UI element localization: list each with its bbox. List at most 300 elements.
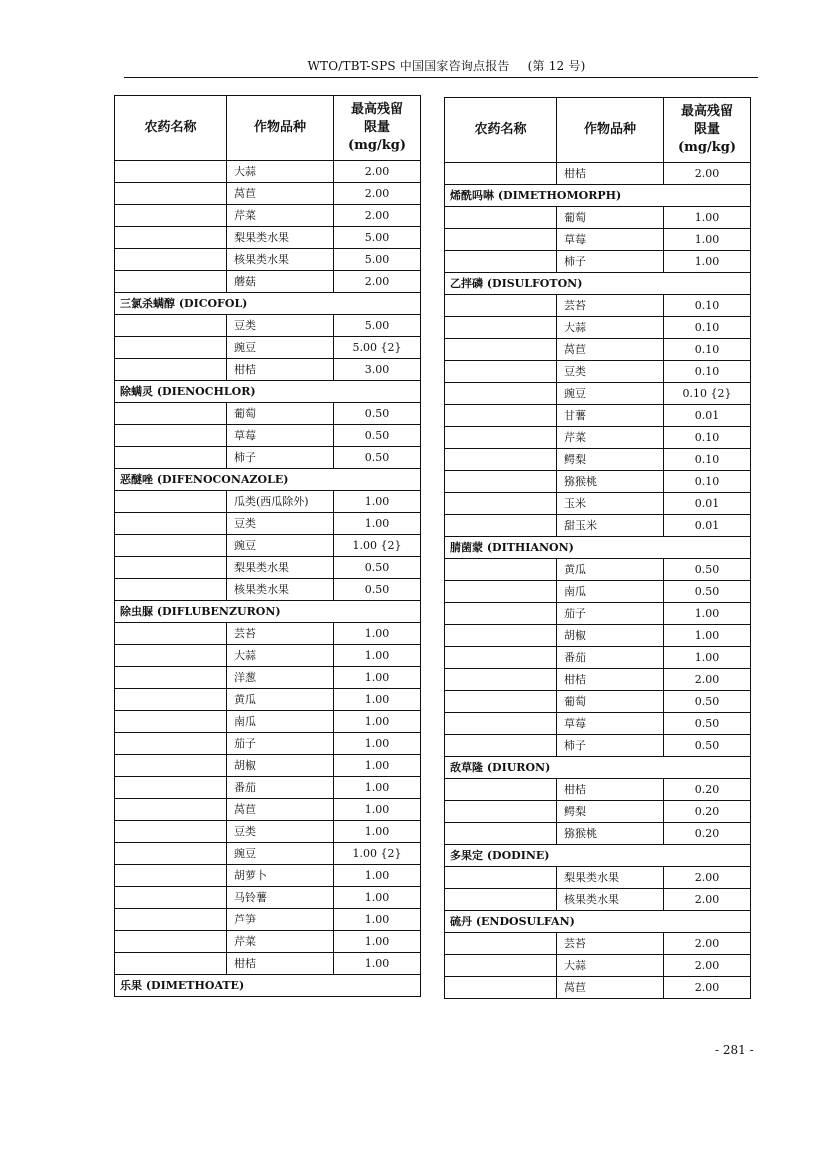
crop-cell: 柑桔 (227, 359, 334, 381)
pesticide-cell (445, 515, 557, 537)
left-table-body (115, 161, 421, 997)
mrl-value-cell: 1.00 (664, 625, 751, 647)
crop-cell: 蘑菇 (227, 271, 334, 293)
pesticide-cell (115, 865, 227, 887)
pesticide-section-row (445, 273, 751, 295)
crop-cell: 草莓 (557, 229, 664, 251)
pesticide-cell (445, 955, 557, 977)
crop-cell: 豌豆 (227, 843, 334, 865)
pesticide-cell (445, 317, 557, 339)
mrl-value-cell: 1.00 (334, 645, 421, 667)
pesticide-cell (115, 359, 227, 381)
table-row (445, 339, 751, 361)
table-row (445, 581, 751, 603)
mrl-value-cell: 5.00 (334, 315, 421, 337)
crop-cell: 豆类 (227, 513, 334, 535)
header-mrl-unit: (mg/kg) (348, 138, 406, 153)
crop-cell: 南瓜 (227, 711, 334, 733)
table-row (445, 669, 751, 691)
table-row (115, 227, 421, 249)
table-row (115, 821, 421, 843)
crop-cell: 瓜类(西瓜除外) (227, 491, 334, 513)
mrl-value-cell: 1.00 (664, 229, 751, 251)
header-crop: 作物品种 (557, 98, 664, 163)
mrl-value-cell: 2.00 (664, 977, 751, 999)
table-row (445, 735, 751, 757)
crop-cell: 葡萄 (557, 691, 664, 713)
pesticide-cell (445, 647, 557, 669)
pesticide-name: 敌草隆 (DIURON) (445, 757, 751, 779)
pesticide-name: 烯酰吗啉 (DIMETHOMORPH) (445, 185, 751, 207)
pesticide-cell (445, 625, 557, 647)
mrl-value-cell: 1.00 (664, 647, 751, 669)
crop-cell: 莴苣 (557, 977, 664, 999)
crop-cell: 大蒜 (227, 161, 334, 183)
crop-cell: 葡萄 (227, 403, 334, 425)
mrl-value-cell: 0.50 (334, 447, 421, 469)
pesticide-section-row (115, 975, 421, 997)
pesticide-cell (445, 295, 557, 317)
mrl-value-cell: 5.00 {2} (334, 337, 421, 359)
mrl-value-cell: 0.20 (664, 823, 751, 845)
table-row (115, 909, 421, 931)
pesticide-section-row (115, 381, 421, 403)
table-row (445, 889, 751, 911)
mrl-value-cell: 1.00 (334, 887, 421, 909)
mrl-value-cell: 0.01 (664, 515, 751, 537)
pesticide-cell (115, 689, 227, 711)
pesticide-cell (445, 471, 557, 493)
crop-cell: 柑桔 (557, 669, 664, 691)
table-row (445, 647, 751, 669)
header-mrl-line1: 最高残留 (680, 104, 733, 119)
pesticide-cell (445, 361, 557, 383)
pesticide-cell (445, 889, 557, 911)
table-row (445, 823, 751, 845)
crop-cell: 草莓 (227, 425, 334, 447)
mrl-value-cell: 1.00 (334, 491, 421, 513)
header-mrl-line2: 限量 (363, 120, 390, 135)
table-row (115, 161, 421, 183)
pesticide-cell (115, 843, 227, 865)
pesticide-cell (445, 669, 557, 691)
pesticide-cell (445, 405, 557, 427)
crop-cell: 葡萄 (557, 207, 664, 229)
crop-cell: 梨果类水果 (227, 227, 334, 249)
mrl-value-cell: 0.50 (664, 581, 751, 603)
table-row (115, 645, 421, 667)
pesticide-cell (445, 493, 557, 515)
table-row (445, 427, 751, 449)
mrl-value-cell: 0.01 (664, 493, 751, 515)
crop-cell: 梨果类水果 (557, 867, 664, 889)
header-mrl (334, 96, 421, 161)
pesticide-cell (115, 799, 227, 821)
crop-cell: 豆类 (557, 361, 664, 383)
crop-cell: 莴苣 (227, 799, 334, 821)
pesticide-section-row (445, 185, 751, 207)
mrl-value-cell: 0.50 (334, 403, 421, 425)
pesticide-cell (115, 821, 227, 843)
pesticide-name: 腈菌蒙 (DITHIANON) (445, 537, 751, 559)
mrl-value-cell: 1.00 (334, 689, 421, 711)
crop-cell: 豌豆 (227, 535, 334, 557)
pesticide-cell (115, 777, 227, 799)
mrl-value-cell: 1.00 (334, 909, 421, 931)
table-row (445, 691, 751, 713)
table-row (445, 361, 751, 383)
table-row (445, 493, 751, 515)
mrl-value-cell: 0.50 (664, 735, 751, 757)
pesticide-section-row (115, 469, 421, 491)
pesticide-cell (445, 163, 557, 185)
pesticide-cell (445, 735, 557, 757)
table-row (115, 667, 421, 689)
crop-cell: 胡椒 (227, 755, 334, 777)
pesticide-cell (115, 667, 227, 689)
mrl-value-cell: 1.00 (334, 513, 421, 535)
table-row (445, 867, 751, 889)
header-mrl-line1: 最高残留 (350, 102, 403, 117)
pesticide-cell (445, 449, 557, 471)
mrl-value-cell: 1.00 {2} (334, 843, 421, 865)
mrl-value-cell: 1.00 (334, 799, 421, 821)
table-row (115, 623, 421, 645)
pesticide-cell (445, 779, 557, 801)
pesticide-cell (445, 229, 557, 251)
mrl-value-cell: 1.00 (664, 251, 751, 273)
pesticide-cell (115, 535, 227, 557)
mrl-value-cell: 5.00 (334, 249, 421, 271)
crop-cell: 豌豆 (227, 337, 334, 359)
crop-cell: 柑桔 (557, 163, 664, 185)
mrl-value-cell: 0.50 (334, 425, 421, 447)
header-pesticide: 农药名称 (115, 96, 227, 161)
mrl-value-cell: 5.00 (334, 227, 421, 249)
pesticide-name: 三氯杀螨醇 (DICOFOL) (115, 293, 421, 315)
table-row (445, 163, 751, 185)
table-row (445, 405, 751, 427)
crop-cell: 大蒜 (227, 645, 334, 667)
pesticide-cell (115, 491, 227, 513)
table-row (445, 779, 751, 801)
table-row (115, 887, 421, 909)
crop-cell: 茄子 (557, 603, 664, 625)
crop-cell: 柑桔 (227, 953, 334, 975)
table-row (115, 271, 421, 293)
mrl-value-cell: 0.10 (664, 339, 751, 361)
pesticide-cell (115, 447, 227, 469)
crop-cell: 芸苔 (227, 623, 334, 645)
table-row (115, 183, 421, 205)
table-row (445, 449, 751, 471)
crop-cell: 柿子 (557, 735, 664, 757)
crop-cell: 猕猴桃 (557, 823, 664, 845)
table-row (445, 383, 751, 405)
mrl-value-cell: 1.00 (334, 623, 421, 645)
pesticide-cell (115, 425, 227, 447)
mrl-value-cell: 0.10 {2} (664, 383, 751, 405)
pesticide-section-row (115, 293, 421, 315)
table-header-row (445, 98, 751, 163)
table-row (445, 251, 751, 273)
crop-cell: 猕猴桃 (557, 471, 664, 493)
table-row (115, 359, 421, 381)
mrl-value-cell: 0.50 (664, 691, 751, 713)
pesticide-cell (445, 251, 557, 273)
crop-cell: 豌豆 (557, 383, 664, 405)
crop-cell: 马铃薯 (227, 887, 334, 909)
mrl-value-cell: 1.00 (334, 755, 421, 777)
pesticide-cell (115, 271, 227, 293)
mrl-value-cell: 0.10 (664, 361, 751, 383)
pesticide-cell (445, 383, 557, 405)
crop-cell: 芹菜 (557, 427, 664, 449)
crop-cell: 大蒜 (557, 317, 664, 339)
crop-cell: 南瓜 (557, 581, 664, 603)
table-row (445, 955, 751, 977)
pesticide-cell (445, 823, 557, 845)
table-row (115, 535, 421, 557)
pesticide-cell (115, 733, 227, 755)
crop-cell: 鳄梨 (557, 449, 664, 471)
pesticide-cell (115, 623, 227, 645)
crop-cell: 茄子 (227, 733, 334, 755)
mrl-value-cell: 3.00 (334, 359, 421, 381)
table-row (445, 317, 751, 339)
table-row (115, 931, 421, 953)
mrl-value-cell: 0.50 (664, 559, 751, 581)
pesticide-cell (445, 867, 557, 889)
crop-cell: 核果类水果 (557, 889, 664, 911)
mrl-value-cell: 1.00 {2} (334, 535, 421, 557)
mrl-value-cell: 2.00 (334, 205, 421, 227)
crop-cell: 黄瓜 (557, 559, 664, 581)
mrl-value-cell: 0.10 (664, 449, 751, 471)
pesticide-name: 乐果 (DIMETHOATE) (115, 975, 421, 997)
mrl-value-cell: 1.00 (334, 711, 421, 733)
table-row (115, 755, 421, 777)
crop-cell: 芦笋 (227, 909, 334, 931)
table-row (115, 799, 421, 821)
header-mrl-unit: (mg/kg) (678, 140, 736, 155)
pesticide-section-row (445, 757, 751, 779)
pesticide-cell (115, 205, 227, 227)
crop-cell: 胡椒 (557, 625, 664, 647)
mrl-value-cell: 2.00 (334, 161, 421, 183)
table-row (445, 559, 751, 581)
right-mrl-table (444, 97, 751, 999)
crop-cell: 柑桔 (557, 779, 664, 801)
mrl-value-cell: 0.50 (334, 557, 421, 579)
pesticide-cell (445, 339, 557, 361)
pesticide-cell (115, 755, 227, 777)
table-row (115, 689, 421, 711)
pesticide-cell (445, 581, 557, 603)
table-row (115, 711, 421, 733)
mrl-value-cell: 1.00 (334, 931, 421, 953)
table-row (445, 207, 751, 229)
header-mrl-line2: 限量 (693, 122, 720, 137)
crop-cell: 番茄 (557, 647, 664, 669)
table-row (115, 447, 421, 469)
pesticide-cell (115, 887, 227, 909)
pesticide-cell (445, 801, 557, 823)
crop-cell: 豆类 (227, 315, 334, 337)
table-row (115, 513, 421, 535)
pesticide-cell (115, 513, 227, 535)
table-row (445, 603, 751, 625)
mrl-value-cell: 0.50 (334, 579, 421, 601)
pesticide-section-row (445, 537, 751, 559)
crop-cell: 番茄 (227, 777, 334, 799)
right-table-body (445, 163, 751, 999)
crop-cell: 洋葱 (227, 667, 334, 689)
crop-cell: 核果类水果 (227, 579, 334, 601)
pesticide-cell (445, 691, 557, 713)
report-title: WTO/TBT-SPS 中国国家咨询点报告 (307, 59, 510, 73)
table-row (445, 933, 751, 955)
crop-cell: 莴苣 (557, 339, 664, 361)
pesticide-cell (115, 337, 227, 359)
mrl-value-cell: 2.00 (664, 669, 751, 691)
pesticide-name: 多果定 (DODINE) (445, 845, 751, 867)
mrl-value-cell: 2.00 (664, 867, 751, 889)
crop-cell: 莴苣 (227, 183, 334, 205)
table-row (115, 425, 421, 447)
pesticide-name: 乙拌磷 (DISULFOTON) (445, 273, 751, 295)
report-issue: (第 12 号) (527, 59, 586, 73)
pesticide-cell (115, 315, 227, 337)
pesticide-section-row (445, 911, 751, 933)
pesticide-name: 除螨灵 (DIENOCHLOR) (115, 381, 421, 403)
table-row (115, 491, 421, 513)
mrl-value-cell: 0.50 (664, 713, 751, 735)
mrl-value-cell: 1.00 (334, 733, 421, 755)
crop-cell: 鳄梨 (557, 801, 664, 823)
pesticide-cell (115, 645, 227, 667)
mrl-value-cell: 2.00 (664, 933, 751, 955)
crop-cell: 甘薯 (557, 405, 664, 427)
mrl-value-cell: 1.00 (334, 667, 421, 689)
pesticide-cell (445, 207, 557, 229)
header-crop: 作物品种 (227, 96, 334, 161)
table-row (445, 713, 751, 735)
mrl-value-cell: 1.00 (334, 865, 421, 887)
pesticide-section-row (445, 845, 751, 867)
mrl-value-cell: 1.00 (334, 821, 421, 843)
table-row (445, 229, 751, 251)
mrl-value-cell: 0.01 (664, 405, 751, 427)
crop-cell: 芹菜 (227, 205, 334, 227)
mrl-value-cell: 2.00 (334, 271, 421, 293)
mrl-value-cell: 2.00 (664, 955, 751, 977)
page-header (0, 57, 837, 74)
pesticide-cell (445, 603, 557, 625)
table-row (115, 579, 421, 601)
crop-cell: 芸苔 (557, 295, 664, 317)
crop-cell: 梨果类水果 (227, 557, 334, 579)
header-pesticide: 农药名称 (445, 98, 557, 163)
table-row (445, 295, 751, 317)
crop-cell: 胡萝卜 (227, 865, 334, 887)
pesticide-cell (115, 183, 227, 205)
table-row (115, 865, 421, 887)
crop-cell: 玉米 (557, 493, 664, 515)
pesticide-cell (115, 953, 227, 975)
table-row (445, 471, 751, 493)
table-row (115, 953, 421, 975)
pesticide-cell (445, 933, 557, 955)
table-row (445, 625, 751, 647)
table-row (115, 337, 421, 359)
table-header-row (115, 96, 421, 161)
pesticide-cell (115, 161, 227, 183)
crop-cell: 大蒜 (557, 955, 664, 977)
table-row (115, 249, 421, 271)
pesticide-cell (115, 909, 227, 931)
left-mrl-table (114, 95, 421, 997)
pesticide-cell (115, 711, 227, 733)
pesticide-cell (445, 559, 557, 581)
table-row (115, 557, 421, 579)
pesticide-cell (115, 931, 227, 953)
page-number: - 281 - (715, 1043, 754, 1057)
mrl-value-cell: 0.10 (664, 317, 751, 339)
mrl-value-cell: 0.10 (664, 427, 751, 449)
table-row (115, 777, 421, 799)
table-row (445, 515, 751, 537)
header-mrl (664, 98, 751, 163)
pesticide-section-row (115, 601, 421, 623)
table-row (115, 843, 421, 865)
mrl-value-cell: 2.00 (664, 889, 751, 911)
mrl-value-cell: 0.10 (664, 471, 751, 493)
mrl-value-cell: 2.00 (334, 183, 421, 205)
crop-cell: 核果类水果 (227, 249, 334, 271)
pesticide-cell (115, 249, 227, 271)
pesticide-cell (445, 977, 557, 999)
crop-cell: 草莓 (557, 713, 664, 735)
table-row (115, 315, 421, 337)
pesticide-name: 恶醚唑 (DIFENOCONAZOLE) (115, 469, 421, 491)
pesticide-cell (115, 557, 227, 579)
crop-cell: 柿子 (557, 251, 664, 273)
table-row (445, 977, 751, 999)
pesticide-name: 除虫脲 (DIFLUBENZURON) (115, 601, 421, 623)
pesticide-name: 硫丹 (ENDOSULFAN) (445, 911, 751, 933)
crop-cell: 甜玉米 (557, 515, 664, 537)
crop-cell: 黄瓜 (227, 689, 334, 711)
mrl-value-cell: 0.10 (664, 295, 751, 317)
mrl-value-cell: 1.00 (664, 207, 751, 229)
pesticide-cell (445, 713, 557, 735)
mrl-value-cell: 1.00 (334, 953, 421, 975)
table-row (115, 403, 421, 425)
crop-cell: 豆类 (227, 821, 334, 843)
pesticide-cell (445, 427, 557, 449)
mrl-value-cell: 1.00 (334, 777, 421, 799)
mrl-value-cell: 0.20 (664, 779, 751, 801)
table-row (115, 205, 421, 227)
pesticide-cell (115, 579, 227, 601)
pesticide-cell (115, 227, 227, 249)
crop-cell: 芸苔 (557, 933, 664, 955)
header-rule (124, 77, 758, 78)
pesticide-cell (115, 403, 227, 425)
mrl-value-cell: 1.00 (664, 603, 751, 625)
crop-cell: 芹菜 (227, 931, 334, 953)
